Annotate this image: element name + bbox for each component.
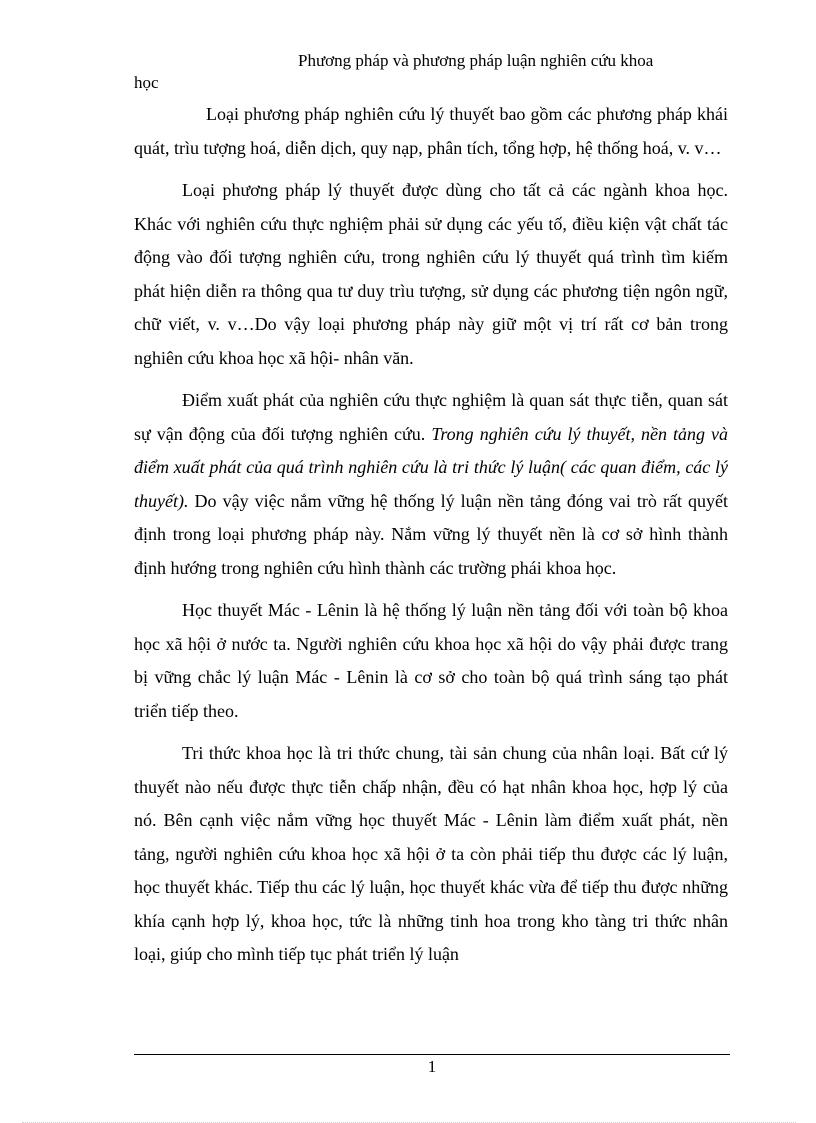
paragraph-2: Loại phương pháp lý thuyết được dùng cho tất cả các ngành khoa học. Khác với nghiên cứu thực nghiệm phải sử dụng các yếu tố, điều kiện vật chất tác động vào đối tượng nghiên cứu, trong nghiên cứu lý thuyết quá trình tìm kiếm phát hiện diễn ra thông qua tư duy trìu tượng, sử dụng các phương tiện ngôn ngữ, chữ viết, v. v…Do vậy loại phương pháp này giữ một vị trí rất cơ bản trong nghiên cứu khoa học xã hội- nhân văn. bbox=[134, 180, 728, 368]
body-text bbox=[134, 98, 728, 981]
running-header: Phương pháp và phương pháp luận nghiên cứu khoa bbox=[298, 51, 654, 70]
running-header-continuation: học bbox=[134, 73, 159, 92]
paragraph-3-text-after: Do vậy việc nắm vững hệ thống lý luận nền tảng đóng vai trò rất quyết định trong loại phương pháp này. Nắm vững lý thuyết nền là cơ sở hình thành định hướng trong nghiên cứu hình thành các trường phái khoa học. bbox=[134, 490, 728, 578]
paragraph-3-italic-text: Trong nghiên cứu lý thuyết, nền tảng và điểm xuất phát của quá trình nghiên cứu là tri thức lý luận( các quan điểm, các lý thuyết). bbox=[134, 423, 728, 511]
paragraph-5: Tri thức khoa học là tri thức chung, tài sản chung của nhân loại. Bất cứ lý thuyết nào nếu được thực tiễn chấp nhận, đều có hạt nhân khoa học, hợp lý của nó. Bên cạnh việc nắm vững học thuyết Mác - Lênin làm điểm xuất phát, nền tảng, người nghiên cứu khoa học xã hội ở ta còn phải tiếp thu được các lý luận, học thuyết khác. Tiếp thu các lý luận, học thuyết khác vừa để tiếp thu được những khía cạnh hợp lý, khoa học, tức là những tinh hoa trong kho tàng tri thức nhân loại, giúp cho mình tiếp tục phát triển lý luận bbox=[134, 743, 728, 964]
paragraph-1: Loại phương pháp nghiên cứu lý thuyết bao gồm các phương pháp khái quát, trìu tượng hoá, diễn dịch, quy nạp, phân tích, tổng hợp, hệ thống hoá, v. v… bbox=[134, 104, 728, 158]
page-number: 1 bbox=[427, 1057, 437, 1076]
paragraph-4: Học thuyết Mác - Lênin là hệ thống lý luận nền tảng đối với toàn bộ khoa học xã hội ở nước ta. Người nghiên cứu khoa học xã hội do vậy phải được trang bị vững chắc lý luận Mác - Lênin là cơ sở cho toàn bộ quá trình sáng tạo phát triển tiếp theo. bbox=[134, 600, 728, 721]
paragraph-3 bbox=[134, 384, 728, 585]
paragraph-3-text-before: Điểm xuất phát của nghiên cứu thực nghiệm là quan sát thực tiễn, quan sát sự vận động của đối tượng nghiên cứu. bbox=[134, 390, 728, 444]
footer-divider bbox=[134, 1054, 730, 1055]
